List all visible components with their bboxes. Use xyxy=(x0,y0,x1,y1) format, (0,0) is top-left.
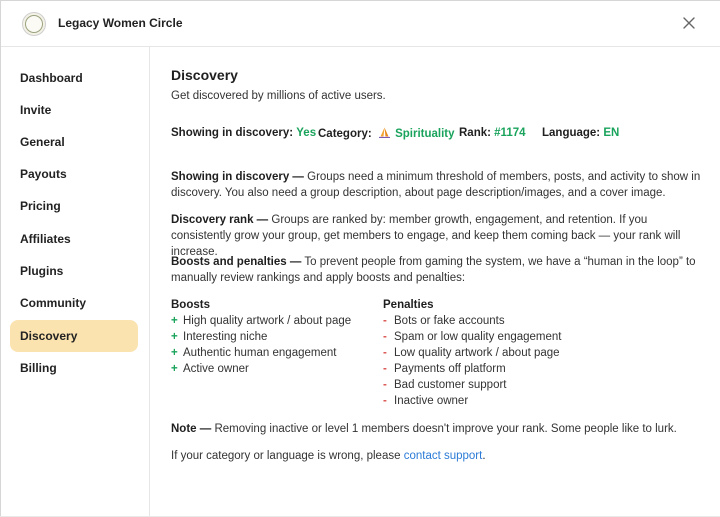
minus-icon: - xyxy=(383,379,387,391)
support-text xyxy=(171,448,701,464)
boosts-explainer-head: Boosts and penalties — xyxy=(171,256,302,268)
penalty-item: Inactive owner xyxy=(394,395,469,407)
boosts-list xyxy=(171,297,351,377)
sidebar-item-dashboard[interactable]: Dashboard xyxy=(20,71,83,85)
stat-category-label: Category: xyxy=(318,128,372,140)
support-suffix: . xyxy=(482,450,486,462)
sidebar-item-discovery[interactable]: Discovery xyxy=(10,320,138,352)
boost-item: High quality artwork / about page xyxy=(183,315,352,327)
rank-explainer-text: Groups are ranked by: member growth, engagement, and retention. If you consistently grow your group, get members to engage, and keep them coming back — your rank will increase. xyxy=(171,214,681,258)
list-item xyxy=(383,313,562,329)
showing-explainer-text: Groups need a minimum threshold of members, posts, and activity to show in discovery. You also need a group description, about page description/images, and a cover image. xyxy=(171,171,701,199)
boosts-title: Boosts xyxy=(171,299,210,311)
penalty-item: Bots or fake accounts xyxy=(394,315,505,327)
penalty-item: Bad customer support xyxy=(394,379,507,391)
stat-showing-value: Yes xyxy=(296,127,317,139)
penalties-title: Penalties xyxy=(383,299,434,311)
minus-icon: - xyxy=(383,395,387,407)
boosts-explainer-text: To prevent people from gaming the system, we have a “human in the loop” to manually review rankings and apply boosts and penalties: xyxy=(171,256,696,284)
rank-explainer-head: Discovery rank — xyxy=(171,214,269,226)
support-prefix: If your category or language is wrong, please xyxy=(171,450,401,462)
stat-showing-label: Showing in discovery: xyxy=(171,127,294,139)
penalty-item: Low quality artwork / about page xyxy=(394,347,560,359)
stat-rank-label: Rank: xyxy=(459,127,491,139)
modal-header xyxy=(1,1,720,47)
minus-icon: - xyxy=(383,331,387,343)
plus-icon: + xyxy=(171,315,178,327)
logo-emblem xyxy=(25,15,43,33)
list-item xyxy=(383,345,562,361)
minus-icon: - xyxy=(383,347,387,359)
sidebar-item-general[interactable]: General xyxy=(20,135,65,149)
note-body: Removing inactive or level 1 members doesn't improve your rank. Some people like to lurk. xyxy=(214,423,677,435)
rank-explainer xyxy=(171,212,701,260)
penalty-item: Payments off platform xyxy=(394,363,506,375)
settings-sidebar xyxy=(1,47,150,517)
note-text xyxy=(171,421,701,437)
list-item xyxy=(171,361,351,377)
boosts-explainer xyxy=(171,254,701,286)
list-item xyxy=(171,345,351,361)
close-button[interactable] xyxy=(680,14,698,32)
showing-explainer xyxy=(171,169,701,201)
plus-icon: + xyxy=(171,363,178,375)
list-item xyxy=(383,377,562,393)
boost-item: Interesting niche xyxy=(183,331,268,343)
stat-language-value: EN xyxy=(603,127,620,139)
sidebar-item-affiliates[interactable]: Affiliates xyxy=(20,232,71,246)
list-item xyxy=(171,313,351,329)
prayer-icon xyxy=(378,127,391,138)
penalties-list xyxy=(383,297,562,409)
stat-language-label: Language: xyxy=(542,127,601,139)
close-icon xyxy=(683,17,695,29)
stat-language xyxy=(542,127,619,139)
page-subtitle: Get discovered by millions of active users. xyxy=(171,90,386,102)
stat-category-value: Spirituality xyxy=(395,128,455,140)
sidebar-item-billing[interactable]: Billing xyxy=(20,361,57,375)
penalty-item: Spam or low quality engagement xyxy=(394,331,562,343)
showing-explainer-head: Showing in discovery — xyxy=(171,171,304,183)
sidebar-item-pricing[interactable]: Pricing xyxy=(20,199,61,213)
list-item xyxy=(383,361,562,377)
community-logo xyxy=(22,12,46,36)
sidebar-item-payouts[interactable]: Payouts xyxy=(20,167,67,181)
page-title: Discovery xyxy=(171,67,238,83)
list-item xyxy=(383,393,562,409)
stat-showing xyxy=(171,127,316,139)
list-item xyxy=(383,329,562,345)
stat-rank xyxy=(459,127,526,139)
minus-icon: - xyxy=(383,315,387,327)
note-head: Note — xyxy=(171,423,212,435)
stat-rank-value: #1174 xyxy=(494,127,526,139)
sidebar-item-plugins[interactable]: Plugins xyxy=(20,264,64,278)
boost-item: Authentic human engagement xyxy=(183,347,337,359)
minus-icon: - xyxy=(383,363,387,375)
plus-icon: + xyxy=(171,347,178,359)
sidebar-item-invite[interactable]: Invite xyxy=(20,103,52,117)
modal-title: Legacy Women Circle xyxy=(58,16,183,30)
plus-icon: + xyxy=(171,331,178,343)
stat-category xyxy=(318,127,455,140)
list-item xyxy=(171,329,351,345)
boost-item: Active owner xyxy=(183,363,249,375)
contact-support-link[interactable]: contact support xyxy=(403,450,483,462)
sidebar-item-community[interactable]: Community xyxy=(20,296,86,310)
